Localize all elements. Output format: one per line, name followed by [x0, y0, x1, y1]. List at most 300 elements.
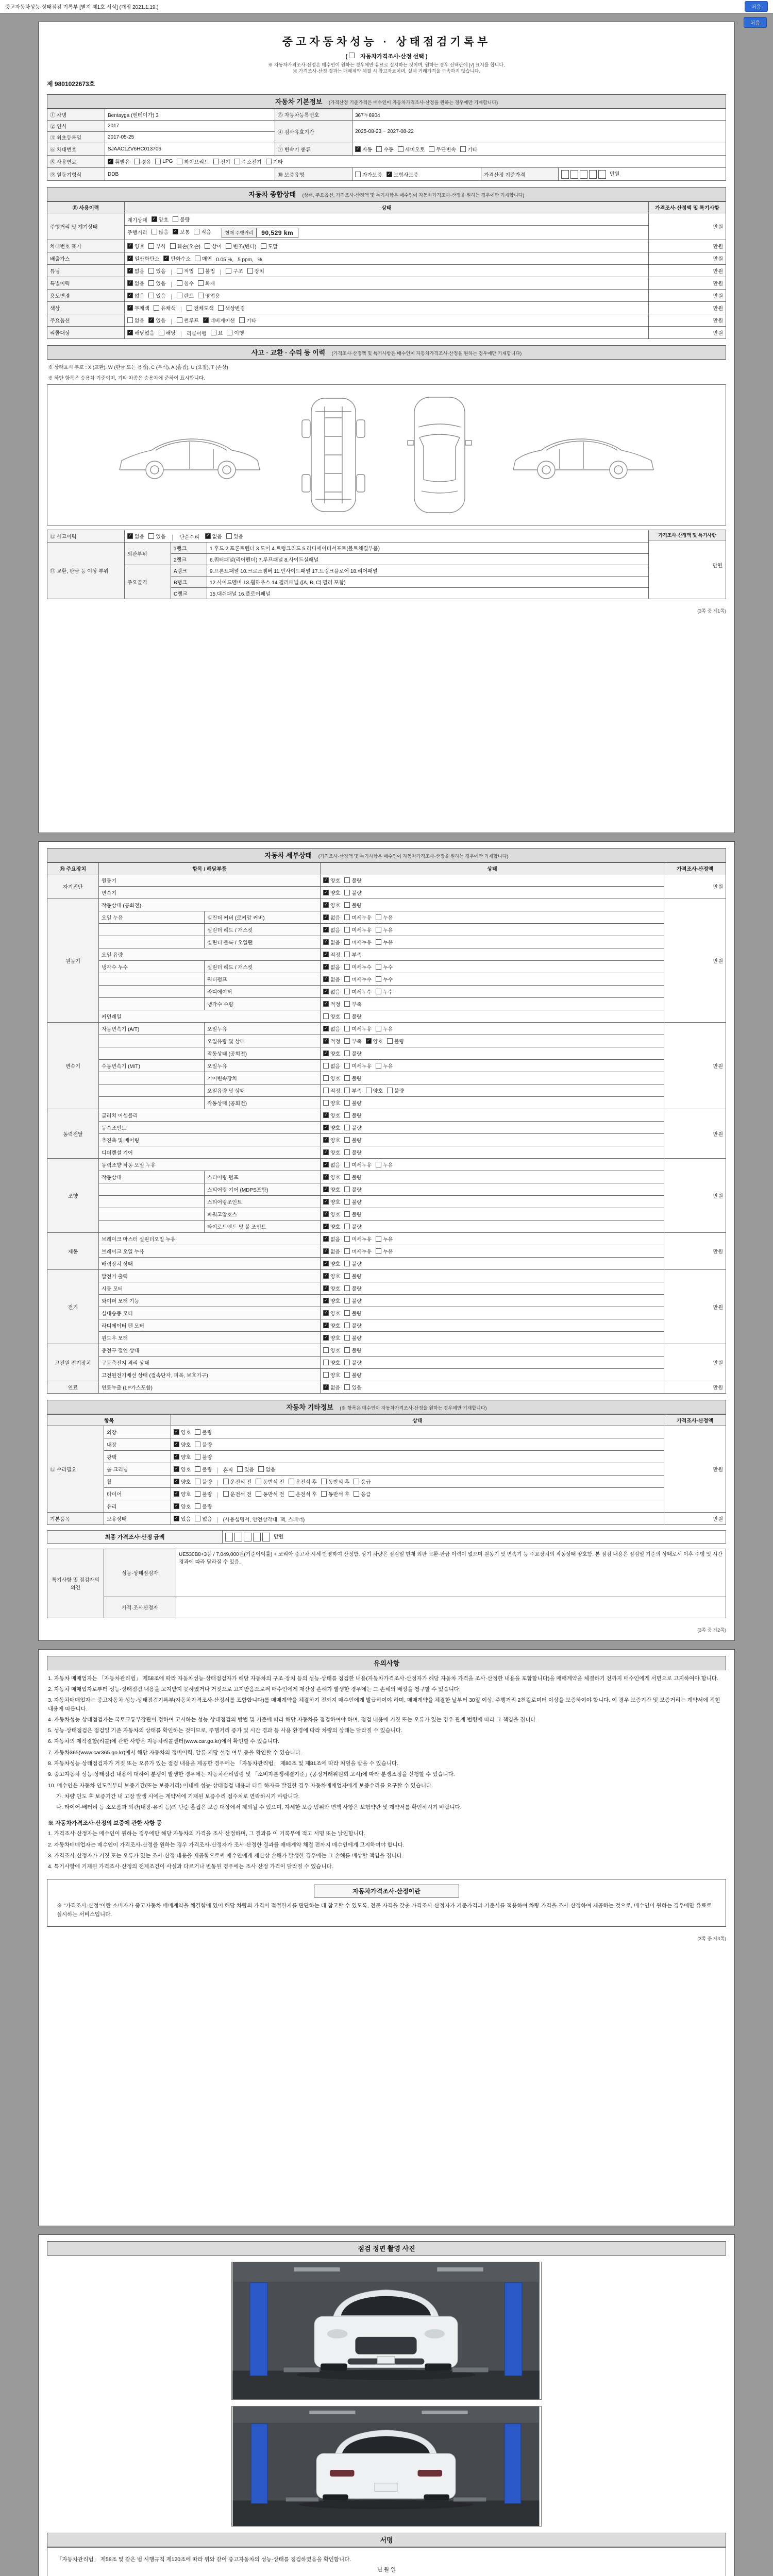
checkbox-누유[interactable]: [376, 938, 393, 946]
checkbox-box: [355, 172, 361, 177]
state-cell: [321, 1109, 664, 1122]
checkbox-미세누유[interactable]: [344, 926, 372, 934]
state-cell: [125, 252, 649, 264]
checkbox-box: [177, 268, 182, 274]
checkbox-label: 없음: [330, 1064, 341, 1070]
checkbox-색상변경[interactable]: [218, 304, 245, 312]
checkbox-box: [344, 1298, 350, 1303]
checkbox-box: [323, 1298, 329, 1303]
other-header-price: 가격조사·산정액: [664, 1415, 726, 1426]
checkbox-box: [108, 159, 113, 164]
checkbox-label: 누유: [382, 1027, 393, 1032]
checkbox-box: [344, 1285, 350, 1291]
subitem-label: 워터펌프: [205, 973, 321, 986]
checkbox-미세누유[interactable]: [344, 1161, 372, 1168]
checkbox-불량[interactable]: [344, 1136, 361, 1144]
paren-open: (: [345, 54, 349, 60]
checkbox-없음[interactable]: [323, 1161, 340, 1168]
checkbox-box: [194, 229, 199, 234]
checkbox-label: 없음: [330, 940, 341, 946]
checkbox-양호[interactable]: [323, 1012, 340, 1020]
checkbox-미세누유[interactable]: [344, 913, 372, 921]
price-digit-box: [598, 170, 606, 179]
checkbox-있음[interactable]: [148, 267, 165, 275]
price-digit-box: [253, 1533, 261, 1541]
checkbox-양호[interactable]: [323, 1049, 340, 1057]
checkbox-box: [289, 1491, 294, 1497]
checkbox-불량[interactable]: [344, 1012, 361, 1020]
checkbox-일산화탄소[interactable]: [127, 255, 159, 262]
checkbox-미세누수[interactable]: [344, 963, 372, 971]
checkbox-렌트[interactable]: [177, 292, 194, 299]
checkbox-누유[interactable]: [376, 913, 393, 921]
checkbox-동반석 전[interactable]: [256, 1478, 284, 1485]
checkbox-있음[interactable]: [148, 279, 165, 287]
checkbox-양호[interactable]: [323, 1099, 340, 1107]
checkbox-없음[interactable]: [323, 1235, 340, 1243]
price-cell: 만원: [664, 1159, 726, 1233]
item-label: 고전원전기배선 상태 (접속단자, 피복, 보호기구): [99, 1369, 321, 1381]
checkbox-부식[interactable]: [148, 242, 165, 250]
checkbox-불량[interactable]: [344, 1346, 361, 1354]
checkbox-없음[interactable]: [323, 1383, 340, 1391]
checkbox-변조(변타)[interactable]: [226, 242, 256, 250]
checkbox-세미오토[interactable]: [398, 145, 425, 153]
checkbox-경유[interactable]: [134, 158, 151, 165]
checkbox-미세누유[interactable]: [344, 1247, 372, 1255]
inspection-photo-rear: [231, 2406, 542, 2527]
state-cell: [321, 1258, 664, 1270]
checkbox-양호[interactable]: [174, 1478, 191, 1485]
checkbox-양호[interactable]: [323, 1359, 340, 1366]
checkbox-적법[interactable]: [177, 267, 194, 275]
checkbox-운전석 전[interactable]: [223, 1478, 251, 1485]
table-row: [47, 1109, 726, 1122]
checkbox-응급[interactable]: [354, 1478, 371, 1485]
signature-date-blank: 년 월 일: [377, 2566, 396, 2573]
checkbox-해당없음[interactable]: [127, 329, 155, 336]
checkbox-없음[interactable]: [205, 532, 222, 540]
checkbox-상이[interactable]: [205, 242, 222, 250]
checkbox-label: 불량: [351, 1225, 362, 1230]
checkbox-없음[interactable]: [323, 975, 340, 983]
checkbox-LPG[interactable]: [155, 159, 173, 164]
checkbox-누유[interactable]: [376, 1247, 393, 1255]
checkbox-침수[interactable]: [177, 279, 194, 287]
checkbox-양호[interactable]: [152, 215, 169, 223]
checkbox-누수[interactable]: [376, 963, 393, 971]
checkbox-미세누유[interactable]: [344, 1025, 372, 1032]
accident-price-header: 가격조사·산정액 및 특기사항: [649, 530, 726, 540]
checkbox-box: [152, 229, 157, 234]
state-cell: [171, 1426, 664, 1438]
checkbox-양호[interactable]: [323, 1284, 340, 1292]
checkbox-label: 렌트: [183, 293, 194, 299]
accident-history-options: [127, 535, 170, 540]
checkbox-하이브리드[interactable]: [177, 158, 209, 165]
checkbox-box: [174, 1516, 179, 1521]
checkbox-누유[interactable]: [376, 1161, 393, 1168]
checkbox-썬루프[interactable]: [177, 316, 199, 324]
checkbox-불량[interactable]: [344, 1272, 361, 1280]
price-cell: 만원: [664, 899, 726, 1023]
checkbox-동반석 후[interactable]: [321, 1478, 349, 1485]
checkbox-있음[interactable]: [148, 316, 165, 324]
rank-a-items: 9.프론트패널 10.크로스멤버 11.인사이드패널 17.트렁크플로어 18.리어패널: [207, 565, 649, 576]
checkbox-매연[interactable]: [195, 255, 212, 262]
checkbox-불량[interactable]: [344, 1173, 361, 1181]
checkbox-없음[interactable]: [323, 1062, 340, 1070]
checkbox-수동[interactable]: [376, 145, 393, 153]
checkbox-box: [323, 1112, 329, 1118]
checkbox-label: 해당없음: [135, 330, 155, 336]
section-other-bar: [47, 1400, 726, 1414]
checkbox-없음[interactable]: [323, 1247, 340, 1255]
checkbox-양호[interactable]: [323, 1272, 340, 1280]
checkbox-적정[interactable]: [323, 1037, 340, 1045]
notice-sub-list: [47, 1829, 726, 1871]
checkbox-양호[interactable]: [323, 1223, 340, 1230]
checkbox-보험사보증[interactable]: [386, 171, 418, 178]
state-cell: [321, 1183, 664, 1196]
checkbox-동반석 전[interactable]: [256, 1490, 284, 1498]
checkbox-양호[interactable]: [323, 1173, 340, 1181]
checkbox-양호[interactable]: [323, 1198, 340, 1206]
checkbox-없음[interactable]: [127, 292, 144, 299]
table-row: [47, 1023, 726, 1035]
checkbox-없음[interactable]: [258, 1465, 275, 1473]
field-value-first-reg: 2017-05-25: [105, 132, 275, 143]
checkbox-없음[interactable]: [127, 532, 144, 540]
checkbox-불량[interactable]: [344, 1074, 361, 1082]
checkbox-기타[interactable]: [460, 145, 477, 153]
checkbox-label: 불량: [351, 1373, 362, 1379]
checkbox-있음[interactable]: [226, 532, 243, 540]
checkbox-양호[interactable]: [323, 1074, 340, 1082]
checkbox-box: [159, 330, 164, 335]
checkbox-없음[interactable]: [127, 279, 144, 287]
checkbox-불량[interactable]: [344, 1371, 361, 1379]
checkbox-수소전기[interactable]: [234, 158, 262, 165]
checkbox-누유[interactable]: [376, 926, 393, 934]
checkbox-전체도색[interactable]: [187, 304, 214, 312]
checkbox-불량[interactable]: [344, 1198, 361, 1206]
checkbox-이행[interactable]: [227, 329, 244, 336]
sheet-detail: [38, 841, 735, 1641]
rank-c-name: C랭크: [171, 587, 207, 599]
checkbox-box: [148, 533, 154, 539]
subitem-label: 실린더 헤드 / 개스킷: [205, 961, 321, 973]
checkbox-적정[interactable]: [323, 951, 340, 958]
state-cell: [321, 1072, 664, 1084]
checkbox-누유[interactable]: [376, 1025, 393, 1032]
checkbox-미세누수[interactable]: [344, 975, 372, 983]
checkbox-불량[interactable]: [344, 1210, 361, 1218]
checkbox-양호[interactable]: [323, 1334, 340, 1342]
checkbox-불량[interactable]: [195, 1465, 212, 1473]
checkbox-양호[interactable]: [174, 1428, 191, 1436]
table-row: [47, 277, 726, 289]
notice-item: 10. 매수인은 자동차 인도일부터 보증기간(또는 보증거리) 이내에 성능·상태점검 내용과 다른 하자를 발견한 경우 자동차매매업자에게 보증수리를 요구할 수 있습니다.: [48, 1782, 433, 1789]
table-row: [47, 1488, 726, 1500]
checkbox-label: 있음: [156, 281, 166, 287]
checkbox-없음[interactable]: [127, 316, 144, 324]
checkbox-box: [376, 1162, 381, 1167]
checkbox-양호[interactable]: [323, 889, 340, 896]
checkbox-있음[interactable]: [237, 1465, 254, 1473]
checkbox-불량[interactable]: [387, 1087, 404, 1094]
checkbox-불량[interactable]: [344, 1124, 361, 1131]
checkbox-누유[interactable]: [376, 1235, 393, 1243]
checkbox-해당[interactable]: [159, 329, 176, 336]
checkbox-미세누유[interactable]: [344, 938, 372, 946]
checkbox-적음[interactable]: [194, 228, 211, 235]
table-row: [47, 1159, 726, 1171]
checkbox-부족[interactable]: [344, 1037, 361, 1045]
item-label: [99, 1035, 205, 1047]
checkbox-box: [323, 1125, 329, 1130]
accident-history-table: [47, 530, 726, 599]
checkbox-불량[interactable]: [195, 1453, 212, 1461]
checkbox-없음[interactable]: [323, 926, 340, 934]
checkbox-운전석 후[interactable]: [289, 1478, 317, 1485]
row-label: 주요옵션: [47, 314, 125, 326]
checkbox-양호[interactable]: [323, 1297, 340, 1304]
state-cell: [321, 1134, 664, 1146]
checkbox-없음[interactable]: [323, 938, 340, 946]
checkbox-미세누유[interactable]: [344, 1235, 372, 1243]
checkbox-훼손(오손)[interactable]: [170, 242, 200, 250]
checkbox-불량[interactable]: [344, 889, 361, 896]
checkbox-label: 미세누유: [351, 1027, 372, 1032]
checkbox-불량[interactable]: [387, 1037, 404, 1045]
checkbox-불량[interactable]: [195, 1428, 212, 1436]
checkbox-영업용[interactable]: [198, 292, 220, 299]
table-row: [47, 1369, 726, 1381]
detail-state-table: [47, 862, 726, 1394]
checkbox-화재[interactable]: [198, 279, 215, 287]
checkbox-불량[interactable]: [344, 1148, 361, 1156]
checkbox-불량[interactable]: [344, 1185, 361, 1193]
checkbox-누유[interactable]: [376, 1062, 393, 1070]
checkbox-box: [344, 1310, 350, 1316]
section-overall-bar: [47, 187, 726, 201]
table-row: [47, 109, 726, 121]
checkbox-있음[interactable]: [148, 532, 165, 540]
checkbox-양호[interactable]: [323, 1309, 340, 1317]
checkbox-불량[interactable]: [344, 876, 361, 884]
checkbox-무단변속[interactable]: [429, 145, 456, 153]
checkbox-네비게이션[interactable]: [203, 316, 235, 324]
checkbox-적정[interactable]: [323, 1087, 340, 1094]
checkbox-없음[interactable]: [323, 1025, 340, 1032]
checkbox-label: 누수: [382, 977, 393, 983]
checkbox-양호[interactable]: [323, 1111, 340, 1119]
subitem-label: 작동상태 (공회전): [205, 1097, 321, 1109]
checkbox-불법[interactable]: [198, 267, 215, 275]
checkbox-label: 있음: [156, 534, 166, 540]
checkbox-운전석 후[interactable]: [289, 1490, 317, 1498]
checkbox-있음[interactable]: [174, 1515, 191, 1522]
top-nav-button[interactable]: 처음: [745, 1, 768, 12]
final-price-table: [47, 1530, 726, 1544]
checkbox-양호[interactable]: [174, 1465, 191, 1473]
checkbox-label: 양호: [330, 1311, 341, 1317]
checkbox-box: [344, 1112, 350, 1118]
checkbox-box: [266, 159, 272, 164]
table-header-row: [47, 863, 726, 874]
checkbox-보통[interactable]: [173, 228, 190, 235]
section-note-accident: (가격조사·산정액 및 특기사항은 매수인이 자동차가격조사·산정을 원하는 경우에만 기재합니다): [331, 350, 522, 356]
checkbox-유채색[interactable]: [154, 304, 176, 312]
checkbox-자가보증[interactable]: [355, 171, 382, 178]
checkbox-양호[interactable]: [174, 1453, 191, 1461]
floating-nav-button[interactable]: 처음: [744, 17, 767, 28]
state-cell: [321, 998, 664, 1010]
checkbox-자동[interactable]: [355, 145, 372, 153]
checkbox-불량[interactable]: [344, 1099, 361, 1107]
checkbox-장치[interactable]: [247, 267, 264, 275]
checkbox-양호[interactable]: [323, 1210, 340, 1218]
final-price-label: 최종 가격조사·산정 금액: [47, 1531, 223, 1544]
checkbox-양호[interactable]: [323, 1346, 340, 1354]
checkbox-label: 누수: [382, 990, 393, 995]
state-text: 5 ppm,: [238, 257, 254, 263]
checkbox-box: [323, 1285, 329, 1291]
checkbox-양호[interactable]: [323, 876, 340, 884]
checkbox-양호[interactable]: [323, 1371, 340, 1379]
price-cell: 만원: [649, 240, 726, 252]
checkbox-탄화수소[interactable]: [163, 255, 191, 262]
subitem-label: 스티어링조인트: [205, 1196, 321, 1208]
state-cell: [321, 1196, 664, 1208]
checkbox-양호[interactable]: [323, 1124, 340, 1131]
checkbox-누수[interactable]: [376, 988, 393, 995]
item-label: 오일 유량: [99, 948, 321, 961]
checkbox-응급[interactable]: [354, 1490, 371, 1498]
checkbox-불량[interactable]: [344, 1111, 361, 1119]
checkbox-label: 없음: [330, 990, 341, 995]
item-label: 동력조향 작동 오일 누유: [99, 1159, 321, 1171]
checkbox-label: 미세누유: [351, 1163, 372, 1168]
row-label: 용도변경: [47, 289, 125, 301]
opinion-side-label: 특기사항 및 점검자의 의견: [47, 1549, 104, 1618]
checkbox-누수[interactable]: [376, 975, 393, 983]
checkbox-많음[interactable]: [152, 228, 169, 235]
table-row: [47, 1307, 726, 1319]
checkbox-양호[interactable]: [127, 242, 144, 250]
checkbox-불량[interactable]: [195, 1440, 212, 1448]
checkbox-양호[interactable]: [323, 1185, 340, 1193]
checkbox-적정[interactable]: [323, 1000, 340, 1008]
checkbox-불량[interactable]: [344, 1223, 361, 1230]
checkbox-양호[interactable]: [366, 1087, 383, 1094]
checkbox-있음[interactable]: [148, 292, 165, 299]
checkbox-동반석 후[interactable]: [321, 1490, 349, 1498]
checkbox-불량[interactable]: [344, 1309, 361, 1317]
checkbox-불량[interactable]: [344, 1297, 361, 1304]
checkbox-전기[interactable]: [213, 158, 230, 165]
checkbox-불량[interactable]: [195, 1502, 212, 1510]
checkbox-없음[interactable]: [195, 1515, 212, 1522]
checkbox-있음[interactable]: [344, 1383, 361, 1391]
checkbox-휘발유[interactable]: [108, 158, 130, 165]
checkbox-불량[interactable]: [344, 901, 361, 909]
state-cell: [321, 1282, 664, 1295]
checkbox-불량[interactable]: [195, 1490, 212, 1498]
checkbox-양호[interactable]: [323, 901, 340, 909]
checkbox-양호[interactable]: [174, 1440, 191, 1448]
checkbox-부족[interactable]: [344, 951, 361, 958]
select-note-1: ※ 자동차가격조사·산정은 매수인이 원하는 경우에만 유료로 실시하는 것이며, 원하는 경우 선택란에 [√] 표시를 합니다.: [268, 62, 505, 67]
checkbox-양호[interactable]: [174, 1490, 191, 1498]
checkbox-box: [205, 533, 211, 539]
checkbox-label: 양호: [330, 1200, 341, 1206]
state-cell: [171, 1500, 664, 1513]
price-survey-checkbox[interactable]: [349, 53, 356, 58]
checkbox-없음[interactable]: [323, 913, 340, 921]
checkbox-부족[interactable]: [344, 1087, 361, 1094]
checkbox-구조[interactable]: [226, 267, 243, 275]
table-row: [47, 1196, 726, 1208]
checkbox-기타[interactable]: [239, 316, 256, 324]
checkbox-box: [323, 1050, 329, 1056]
item-label: [99, 1221, 205, 1233]
checkbox-운전석 전[interactable]: [223, 1490, 251, 1498]
checkbox-불량[interactable]: [344, 1049, 361, 1057]
checkbox-양호[interactable]: [323, 1260, 340, 1267]
checkbox-불량[interactable]: [344, 1359, 361, 1366]
checkbox-기타[interactable]: [266, 158, 283, 165]
field-value-engine: DDB: [105, 168, 275, 181]
checkbox-box: [344, 1261, 350, 1266]
checkbox-label: 있음: [244, 1467, 255, 1473]
checkbox-불량[interactable]: [195, 1478, 212, 1485]
state-cell: [321, 948, 664, 961]
state-text: (사용설명서, 안전삼각대, 잭, 스패너): [223, 1517, 305, 1523]
rank-1-name: 1랭크: [171, 542, 207, 553]
checkbox-불량[interactable]: [344, 1321, 361, 1329]
subitem-label: 라디에이터: [205, 986, 321, 998]
checkbox-미세누유[interactable]: [344, 1062, 372, 1070]
checkbox-불량[interactable]: [344, 1260, 361, 1267]
field-label-warranty: ⑩ 보증유형: [275, 168, 352, 181]
checkbox-도말[interactable]: [261, 242, 278, 250]
outer-panel-label: 외판부위: [125, 542, 171, 565]
table-row: [47, 1233, 726, 1245]
checkbox-label: 미세누유: [351, 928, 372, 934]
checkbox-양호[interactable]: [323, 1136, 340, 1144]
checkbox-부족[interactable]: [344, 1000, 361, 1008]
checkbox-label: 불량: [351, 1212, 362, 1218]
checkbox-불량[interactable]: [173, 215, 190, 223]
checkbox-없음[interactable]: [323, 988, 340, 995]
state-symbol-legend: ※ 상태표시 부호 : X (교환), W (판금 또는 용접), C (부식), A (흠집), U (요철), T (손상): [48, 364, 228, 370]
checkbox-양호[interactable]: [323, 1148, 340, 1156]
checkbox-요[interactable]: [211, 329, 223, 336]
checkbox-없음[interactable]: [323, 963, 340, 971]
checkbox-미세누수[interactable]: [344, 988, 372, 995]
checkbox-양호[interactable]: [323, 1321, 340, 1329]
checkbox-없음[interactable]: [127, 267, 144, 275]
checkbox-불량[interactable]: [344, 1334, 361, 1342]
checkbox-불량[interactable]: [344, 1284, 361, 1292]
checkbox-양호[interactable]: [174, 1502, 191, 1510]
checkbox-무채색[interactable]: [127, 304, 149, 312]
checkbox-label: 운전석 전: [230, 1492, 252, 1498]
checkbox-label: 누유: [382, 1163, 393, 1168]
checkbox-양호[interactable]: [366, 1037, 383, 1045]
